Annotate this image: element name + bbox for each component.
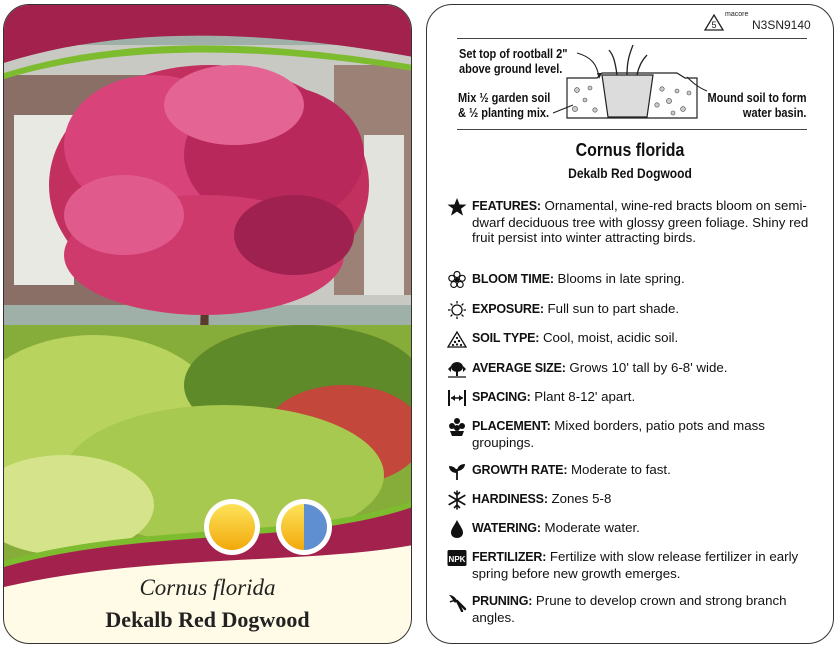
- diagram-right-note: Mound soil to form water basin.: [707, 91, 806, 120]
- attribute-growth-rate: GROWTH RATE: Moderate to fast.: [447, 462, 822, 481]
- back-common-name: Dekalb Red Dogwood: [568, 165, 692, 181]
- star-icon: [447, 197, 467, 217]
- front-card: [3, 4, 412, 644]
- npk-icon: [447, 548, 467, 568]
- soil-icon: [447, 329, 467, 349]
- attribute-features: FEATURES: Ornamental, wine-red bracts bloom on semi-dwarf deciduous tree with glossy green foliage. Shiny red fruit persist into winter attracting birds.: [447, 198, 822, 246]
- attribute-exposure: EXPOSURE: Full sun to part shade.: [447, 301, 822, 320]
- growth-icon: [447, 461, 467, 481]
- brand-label: macore: [725, 11, 749, 18]
- attribute-bloom-time: BLOOM TIME: Blooms in late spring.: [447, 271, 822, 290]
- dogwood-photo: [4, 5, 412, 644]
- attribute-soil-type: SOIL TYPE: Cool, moist, acidic soil.: [447, 330, 822, 349]
- product-code: N3SN9140: [752, 18, 811, 32]
- attribute-placement: PLACEMENT: Mixed borders, patio pots and mass groupings.: [447, 418, 822, 450]
- water-drop-icon: [447, 519, 467, 539]
- snowflake-icon: [447, 490, 467, 510]
- attribute-pruning: PRUNING: Prune to develop crown and strong branch angles.: [447, 593, 822, 625]
- part-shade-icon: [276, 499, 332, 555]
- full-sun-icon: [204, 499, 260, 555]
- front-latin-name: Cornus florida: [139, 575, 276, 600]
- attribute-average-size: AVERAGE SIZE: Grows 10' tall by 6-8' wide.: [447, 360, 822, 379]
- attribute-watering: WATERING: Moderate water.: [447, 520, 822, 539]
- svg-text:NPK: NPK: [448, 555, 466, 564]
- back-card: [426, 4, 834, 644]
- spacing-icon: [447, 388, 467, 408]
- flower-icon: [447, 270, 467, 290]
- attribute-hardiness: HARDINESS: Zones 5-8: [447, 491, 822, 510]
- size-icon: [447, 359, 467, 379]
- diagram-left-note: Mix ½ garden soil & ½ planting mix.: [458, 91, 551, 120]
- front-common-name: Dekalb Red Dogwood: [105, 607, 310, 632]
- attribute-fertilizer: NPK FERTILIZER: Fertilize with slow release fertilizer in early spring before new growth emerges.: [448, 549, 799, 581]
- attribute-spacing: SPACING: Plant 8-12' apart.: [447, 389, 822, 408]
- pruners-icon: [447, 592, 467, 612]
- back-latin-name: Cornus florida: [575, 139, 685, 160]
- divider: [457, 129, 807, 130]
- recycle-number: 5: [711, 20, 717, 30]
- placement-icon: [447, 417, 467, 437]
- sun-icon: [447, 300, 467, 320]
- diagram-top-note: Set top of rootball 2" above ground level.: [459, 47, 568, 76]
